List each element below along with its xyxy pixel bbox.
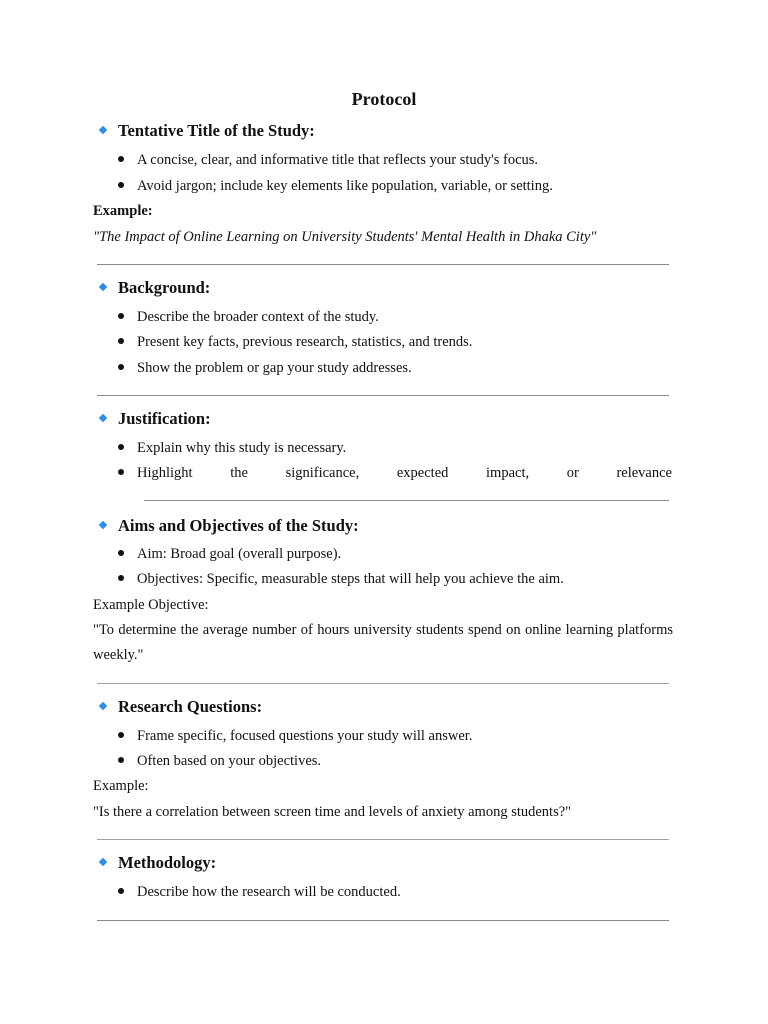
section-divider [97, 839, 669, 840]
list-item: Show the problem or gap your study addresses. [118, 359, 412, 377]
bullet-dot-icon [118, 757, 124, 763]
section-heading-background [100, 278, 210, 298]
section-heading-justification [100, 409, 211, 429]
list-item: A concise, clear, and informative title that reflects your study's focus. [118, 151, 538, 169]
bullet-dot-icon [118, 313, 124, 319]
example-label: Example: [93, 778, 149, 794]
list-item: Objectives: Specific, measurable steps that will help you achieve the aim. [118, 570, 564, 588]
list-item: Describe how the research will be conducted. [118, 883, 401, 901]
bullet-dot-icon [118, 469, 124, 475]
section-heading-text: Justification: [118, 409, 211, 428]
example-text: "To determine the average number of hours university students spend on online learning platforms weekly." [93, 622, 673, 663]
diamond-bullet-icon [99, 283, 107, 291]
bullet-dot-icon [118, 364, 124, 370]
section-heading-tentative-title [100, 121, 315, 141]
diamond-bullet-icon [99, 858, 107, 866]
section-divider [97, 264, 669, 265]
page-title: Protocol [351, 89, 417, 109]
section-heading-methodology [100, 853, 216, 873]
list-item: Highlight the significance, expected impact, or relevance [118, 464, 674, 482]
bullet-dot-icon [118, 575, 124, 581]
section-divider [97, 683, 669, 684]
example-label: Example Objective: [93, 597, 209, 613]
section-divider [97, 395, 669, 396]
section-heading-text: Aims and Objectives of the Study: [118, 516, 359, 535]
bullet-dot-icon [118, 732, 124, 738]
bullet-dot-icon [118, 550, 124, 556]
section-divider [97, 920, 669, 921]
section-divider [144, 500, 669, 501]
list-item: Often based on your objectives. [118, 752, 321, 770]
diamond-bullet-icon [99, 126, 107, 134]
bullet-dot-icon [118, 444, 124, 450]
section-heading-text: Background: [118, 278, 211, 297]
diamond-bullet-icon [99, 414, 107, 422]
section-heading-aims-objectives [100, 516, 359, 536]
list-item: Avoid jargon; include key elements like population, variable, or setting. [118, 177, 553, 195]
bullet-dot-icon [118, 182, 124, 188]
bullet-dot-icon [118, 156, 124, 162]
example-label: Example: [93, 203, 153, 219]
bullet-dot-icon [118, 888, 124, 894]
diamond-bullet-icon [99, 521, 107, 529]
section-heading-research-questions [100, 697, 262, 717]
list-item: Present key facts, previous research, statistics, and trends. [118, 333, 472, 351]
section-heading-text: Tentative Title of the Study: [118, 121, 315, 140]
bullet-dot-icon [118, 338, 124, 344]
diamond-bullet-icon [99, 702, 107, 710]
section-heading-text: Methodology: [118, 853, 217, 872]
list-item: Aim: Broad goal (overall purpose). [118, 545, 341, 563]
list-item: Frame specific, focused questions your study will answer. [118, 727, 472, 745]
section-heading-text: Research Questions: [118, 697, 263, 716]
example-text: "Is there a correlation between screen time and levels of anxiety among students?" [93, 804, 572, 820]
example-text: "The Impact of Online Learning on University Students' Mental Health in Dhaka City" [93, 229, 597, 245]
list-item: Explain why this study is necessary. [118, 439, 346, 457]
list-item: Describe the broader context of the study. [118, 308, 379, 326]
